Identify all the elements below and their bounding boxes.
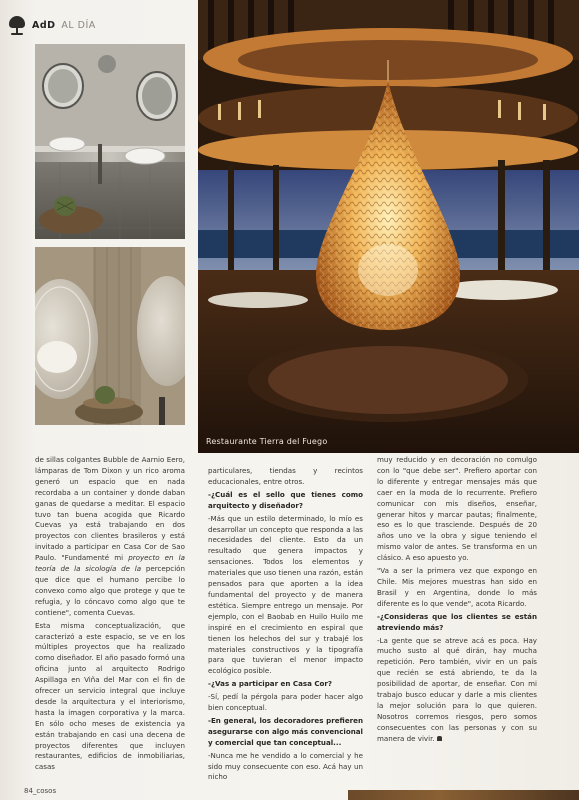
interview-question: -¿Vas a participar en Casa Cor? bbox=[208, 679, 333, 689]
next-page-edge bbox=[348, 790, 579, 800]
paragraph: particulares, tiendas y recintos educacionales, entre otros. bbox=[208, 466, 363, 486]
paragraph: de sillas colgantes Bubble de Aarnio Eero, lámparas de Tom Dixon y un rico aroma generó un espacio que en nada recordaba a un container y donde daban ganas de quedarse a meditar. El espacio tuvo tan buena acogida que Ricardo Cuevas ya está trabajando en dos proyectos con clientes brasileros y está invitado a participar en Casa Cor de Sao Paulo. "Fundamenté mi proyecto en la teoría de la sicología de la percepción que dice que el humano percibe lo convexo como algo que protege y que te refugia, y lo cóncavo como algo que te contiene", comenta Cuevas. bbox=[35, 455, 186, 617]
interview-answer: -Nunca me he vendido a lo comercial y he sido muy consecuente con eso. Acá hay un nicho bbox=[208, 750, 363, 782]
text-column-1 bbox=[35, 455, 185, 775]
text-column-2 bbox=[208, 466, 363, 785]
section-title bbox=[32, 20, 96, 31]
restaurant-lamp-photo bbox=[198, 0, 579, 453]
section-title-brand: AdD bbox=[32, 19, 56, 31]
interview-question: -¿Consideras que los clientes se están atreviendo más? bbox=[377, 611, 537, 632]
interview-question: -¿Cuál es el sello que tienes como arquitecto y diseñador? bbox=[208, 489, 363, 510]
text-column-3 bbox=[377, 455, 537, 747]
bathroom-sinks-photo bbox=[35, 44, 185, 239]
paragraph: "Va a ser la primera vez que expongo en Chile. Mis mejores muestras han sido en Brasil y en Argentina, donde lo más diferente es lo que vende", acota Ricardo. bbox=[377, 566, 537, 608]
paragraph: muy reducido y en decoración no comulgo con lo "que debe ser". Prefiero aportar con lo diferente y entregar mensajes más que caer en la moda de lo recurrente. Prefiero comunicar con mis diseños, enseñar, generar hitos y marcar pautas; finalmente, eso es lo que trasciende. Después de 20 años uno ve la obra y sigue teniendo el mismo valor de antes. Se transforma en un clásico. A eso apuesto yo. bbox=[377, 455, 537, 563]
interview-answer: -Más que un estilo determinado, lo mío es desarrollar un concepto que responda a las necesidades del cliente. Esto da un resultado que genera impactos y sensaciones. Todos los elementos y materiales que uso tienen una razón, están pensados para que aporten a la idea fundamental del proyecto y de manera estética. Siempre entrego un mensaje. Por ejemplo, con el Baobab en Huilo Huilo me inspiré en el crecimiento en espiral que tienen los helechos del sur y trabajé los materiales constructivos y la tipografía para que tuvieran el menor impacto ecológico posible. bbox=[208, 513, 363, 676]
section-title-label: AL DÍA bbox=[61, 19, 96, 31]
interview-answer: -Sí, pedí la pérgola para poder hacer algo bien conceptual. bbox=[208, 692, 363, 713]
paragraph: Esta misma conceptualización, que caracterizó a este espacio, se ve en los múltiples proyectos que ha realizado como diseñador. El año pasado formó una oficina junto al arquitecto Rodrigo Aspillaga en Viña del Mar con el fin de ofrecer un servicio integral que incluye desde la arquitectura y el interiorismo, hasta la imagen corporativa y la marca. En sólo ocho meses de existencia ya están trabajando en casi una decena de proyectos diferentes que incluyen restaurantes, edificios de inmobiliarias, casas bbox=[35, 620, 185, 772]
bubble-chairs-photo bbox=[35, 247, 185, 425]
page-folio: 84_cosos bbox=[24, 787, 57, 795]
interview-answer: -La gente que se atreve acá es poca. Hay mucho susto al qué dirán, hay mucha repetición. Pero también, vivir en un país que recién se está abriendo, te da la posibilidad de aportar, de enseñar. Con mi trabajo busco educar y darle a mis clientes la mejor solución para lo que quieren. Nosotros corremos riesgos, pero somos consecuentes con las personas y con su manera de vivir. bbox=[377, 635, 537, 743]
photo-caption: Restaurante Tierra del Fuego bbox=[206, 437, 328, 446]
interview-question: -En general, los decoradores prefieren asegurarse con algo más convencional y comercial que tan conceptual... bbox=[208, 715, 363, 747]
end-mark-icon bbox=[437, 736, 442, 741]
chair-logo-icon bbox=[8, 15, 26, 35]
section-header bbox=[8, 14, 96, 36]
